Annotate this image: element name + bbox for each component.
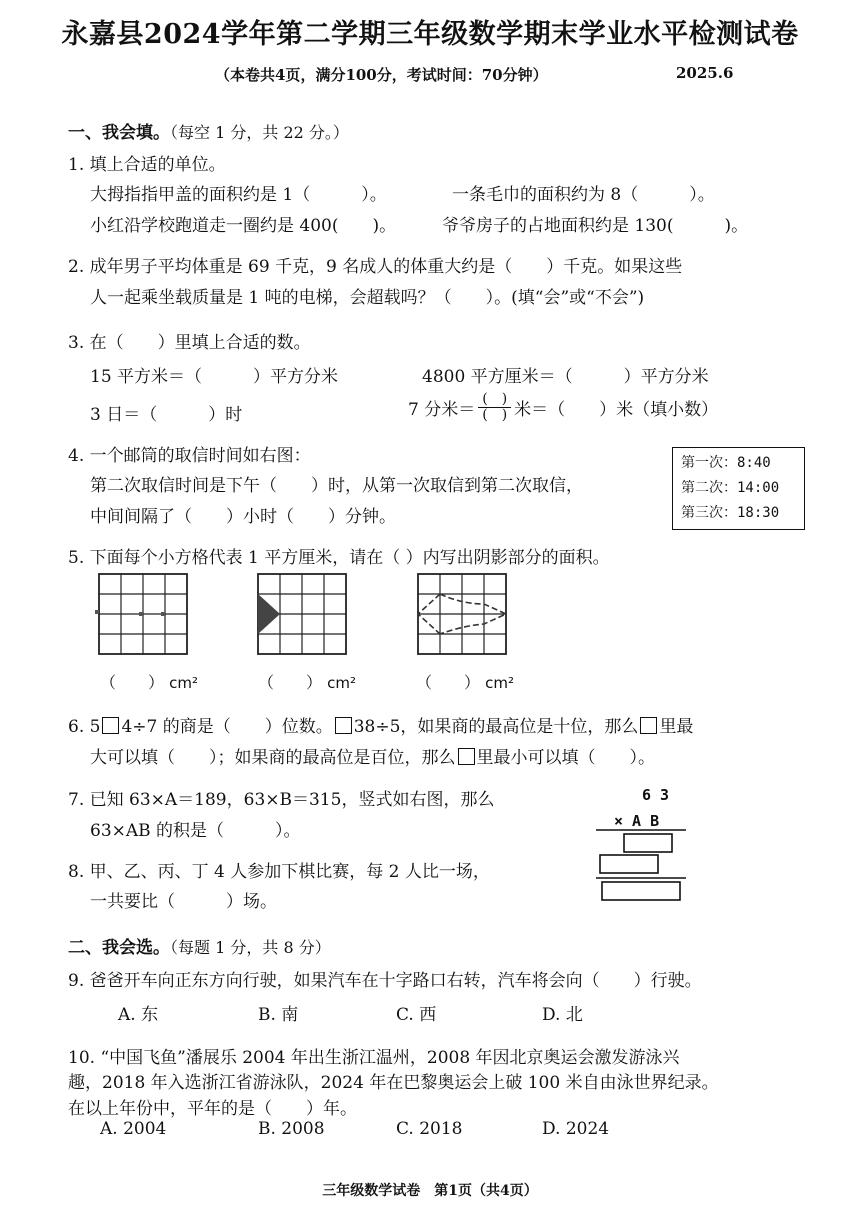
grid-figure-3 xyxy=(414,570,514,660)
section2-note: （每题 1 分，共 8 分） xyxy=(170,938,331,957)
q10-line3: 在以上年份中，平年的是（ ）年。 xyxy=(68,1099,357,1119)
shaded-triangle-bottom xyxy=(258,614,280,634)
q10-option-c: C. 2018 xyxy=(396,1119,463,1139)
q6-text: 大可以填（ ）；如果商的最高位是百位，那么 xyxy=(90,748,456,768)
q9-option-d: D. 北 xyxy=(542,1005,583,1025)
q1-d: 爷爷房子的占地面积约是 130( )。 xyxy=(442,216,749,236)
blank: （ ） xyxy=(416,673,481,692)
answer-1 xyxy=(100,670,198,693)
q10-line2: 趣，2018 年入选浙江省游泳队，2024 年在巴黎奥运会上破 100 米自由泳世界纪录。 xyxy=(68,1073,719,1093)
section2-title: 二、我会选。 xyxy=(68,938,170,958)
q1-stem: 1. 填上合适的单位。 xyxy=(68,155,226,175)
q1-c: 小红沿学校跑道走一圈约是 400( )。 xyxy=(90,216,397,236)
q3-stem: 3. 在（ ）里填上合适的数。 xyxy=(68,333,311,353)
q8-line1: 8. 甲、乙、丙、丁 4 人参加下棋比赛，每 2 人比一场， xyxy=(68,862,490,882)
q5-stem: 5. 下面每个小方格代表 1 平方厘米，请在（ ）内写出阴影部分的面积。 xyxy=(68,548,610,568)
q3-c: 3 日＝（ ）时 xyxy=(90,405,243,425)
unit-cm2: cm² xyxy=(485,674,514,692)
q4-line2: 第二次取信时间是下午（ ）时，从第一次取信到第二次取信， xyxy=(90,476,583,496)
fraction-denominator: ( ) xyxy=(482,407,508,423)
section1-note: （每空 1 分，共 22 分。） xyxy=(170,123,349,142)
section1-heading xyxy=(68,118,349,143)
q6-text: 里最 xyxy=(659,717,694,737)
pickup-time-3: 第三次：18:30 xyxy=(681,505,780,521)
grid-figure-1 xyxy=(95,570,195,660)
pickup-time-2: 第二次：14:00 xyxy=(681,480,780,496)
q6-text: 6. 5 xyxy=(68,717,101,737)
q6-text: 4÷7 的商是（ ）位数。 xyxy=(121,717,333,737)
unit-cm2: cm² xyxy=(327,674,356,692)
q9-option-b: B. 南 xyxy=(258,1005,299,1025)
q6-line1 xyxy=(68,712,693,737)
q3-d-right: 米＝（ ）米（填小数） xyxy=(514,400,719,420)
q7-line1: 7. 已知 63×A＝189，63×B＝315，竖式如右图，那么 xyxy=(68,790,495,810)
fraction-numerator: ( ) xyxy=(478,392,511,408)
shaded-triangle-top xyxy=(258,594,280,614)
q6-text: 里最小可以填（ ）。 xyxy=(476,748,655,768)
vertical-calc-top: 6 3 xyxy=(642,786,670,804)
q2-line2: 人一起乘坐载质量是 1 吨的电梯，会超载吗？（ ）。(填“会”或“不会”) xyxy=(90,288,645,308)
blank-square xyxy=(458,748,475,765)
q4-line1: 4. 一个邮筒的取信时间如右图： xyxy=(68,446,311,466)
q6-line2 xyxy=(90,743,655,768)
section1-title: 一、我会填。 xyxy=(68,123,170,143)
q1-a: 大拇指指甲盖的面积约是 1（ ）。 xyxy=(90,185,387,205)
vertical-calc-multiplier: × A B xyxy=(614,812,660,830)
q3-d xyxy=(408,392,718,423)
fraction xyxy=(478,392,511,423)
section2-heading xyxy=(68,933,331,958)
exam-date: 2025.6 xyxy=(676,64,734,82)
q10-option-b: B. 2008 xyxy=(258,1119,325,1139)
blank: （ ） xyxy=(258,673,323,692)
q10-option-d: D. 2024 xyxy=(542,1119,610,1139)
page-title: 永嘉县2024学年第二学期三年级数学期末学业水平检测试卷 xyxy=(61,19,799,50)
q3-b: 4800 平方厘米＝（ ）平方分米 xyxy=(422,367,709,387)
unit-cm2: cm² xyxy=(169,674,198,692)
q8-line2: 一共要比（ ）场。 xyxy=(90,892,277,912)
q10-line1: 10. “中国飞鱼”潘展乐 2004 年出生浙江温州，2008 年因北京奥运会激发游泳兴 xyxy=(68,1048,680,1068)
blank-square xyxy=(640,717,657,734)
blank: （ ） xyxy=(100,673,165,692)
q3-a: 15 平方米＝（ ）平方分米 xyxy=(90,367,339,387)
mailbox-schedule xyxy=(672,447,805,530)
answer-3 xyxy=(416,670,514,693)
grid-figure-2 xyxy=(254,570,354,660)
blank-square xyxy=(335,717,352,734)
q6-text: 38÷5，如果商的最高位是十位，那么 xyxy=(353,717,639,737)
vertical-calculation xyxy=(590,828,700,908)
answer-2 xyxy=(258,670,356,693)
q9-stem: 9. 爸爸开车向正东方向行驶，如果汽车在十字路口右转，汽车将会向（ ）行驶。 xyxy=(68,971,702,991)
q9-option-c: C. 西 xyxy=(396,1005,437,1025)
q4-line3: 中间间隔了（ ）小时（ ）分钟。 xyxy=(90,507,396,527)
q2-line1: 2. 成年男子平均体重是 69 千克，9 名成人的体重大约是（ ）千克。如果这些 xyxy=(68,257,683,277)
page-footer: 三年级数学试卷 第1页（共4页） xyxy=(322,1183,538,1199)
q3-d-left: 7 分米＝ xyxy=(408,400,476,420)
exam-info: （本卷共4页，满分100分，考试时间：70分钟） xyxy=(215,66,548,84)
q9-option-a: A. 东 xyxy=(118,1005,159,1025)
q7-line2: 63×AB 的积是（ ）。 xyxy=(90,821,301,841)
q10-option-a: A. 2004 xyxy=(100,1119,167,1139)
pickup-time-1: 第一次：8:40 xyxy=(681,455,771,471)
blank-square xyxy=(102,717,119,734)
q1-b: 一条毛巾的面积约为 8（ ）。 xyxy=(452,185,715,205)
